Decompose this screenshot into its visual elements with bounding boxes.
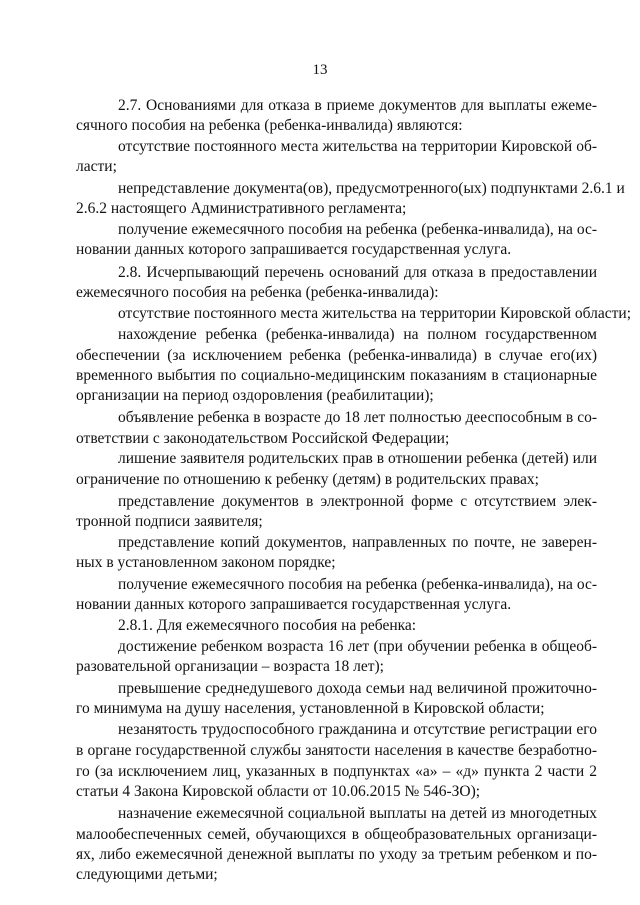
text-line: ограничение по отношению к ребенку (детям) в родительских правах; bbox=[76, 471, 539, 488]
text-line: 2.7. Основаниями для отказа в приеме документов для выплаты ежеме- bbox=[118, 97, 597, 114]
text-line: назначение ежемесячной социальной выплаты на детей из многодетных bbox=[118, 805, 597, 822]
text-line: лишение заявителя родительских прав в отношении ребенка (детей) или bbox=[118, 450, 597, 467]
text-line: представление документов в электронной форме с отсутствием элек- bbox=[118, 493, 597, 510]
text-line: ежемесячного пособия на ребенка (ребенка-инвалида): bbox=[76, 284, 439, 301]
text-line: временного выбытия по социально-медицинским показаниям в стационарные bbox=[76, 367, 597, 384]
text-line: ных в установленном законом порядке; bbox=[76, 554, 336, 571]
text-line: статьи 4 Закона Кировской области от 10.06.2015 № 546-ЗО); bbox=[76, 783, 481, 800]
text-line: в органе государственной службы занятости населения в качестве безработно- bbox=[76, 742, 597, 759]
text-line: тронной подписи заявителя; bbox=[76, 513, 263, 530]
text-line: ях, либо ежемесячной денежной выплаты по уходу за третьим ребенком и по- bbox=[76, 846, 597, 863]
text-line: представление копий документов, направленных по почте, не заверен- bbox=[118, 534, 597, 551]
text-line: отсутствие постоянного места жительства на территории Кировской об- bbox=[118, 138, 597, 155]
text-line: ответствии с законодательством Российской Федерации; bbox=[76, 430, 450, 447]
text-line: превышение среднедушевого дохода семьи над величиной прожиточно- bbox=[118, 680, 597, 697]
text-line: получение ежемесячного пособия на ребенка (ребенка-инвалида), на ос- bbox=[118, 221, 597, 238]
text-line: малообеспеченных семей, обучающихся в общеобразовательных организаци- bbox=[76, 826, 597, 843]
page-number: 13 bbox=[312, 62, 328, 78]
text-line: организации на период оздоровления (реабилитации); bbox=[76, 387, 434, 404]
text-line: разовательной организации – возраста 18 лет); bbox=[76, 658, 384, 675]
text-line: го минимума на душу населения, установленной в Кировской области; bbox=[76, 700, 545, 717]
text-line: новании данных которого запрашивается государственная услуга. bbox=[76, 596, 512, 613]
text-line: объявление ребенка в возрасте до 18 лет полностью дееспособным в со- bbox=[118, 409, 597, 426]
text-line: ласти; bbox=[76, 158, 117, 175]
text-line: 2.8.1. Для ежемесячного пособия на ребенка: bbox=[118, 617, 417, 634]
text-line: отсутствие постоянного места жительства на территории Кировской области; bbox=[118, 305, 632, 322]
text-line: нахождение ребенка (ребенка-инвалида) на полном государственном bbox=[118, 326, 597, 343]
text-line: новании данных которого запрашивается государственная услуга. bbox=[76, 241, 512, 258]
text-line: 2.6.2 настоящего Административного регламента; bbox=[76, 200, 407, 217]
text-line: сячного пособия на ребенка (ребенка-инвалида) являются: bbox=[76, 117, 463, 134]
text-line: получение ежемесячного пособия на ребенка (ребенка-инвалида), на ос- bbox=[118, 576, 597, 593]
text-line: непредставление документа(ов), предусмотренного(ых) подпунктами 2.6.1 и bbox=[118, 180, 625, 197]
text-line: обеспечении (за исключением ребенка (ребенка-инвалида) в случае его(их) bbox=[76, 347, 597, 364]
text-line: следующими детьми; bbox=[76, 866, 218, 883]
text-line: го (за исключением лиц, указанных в подпунктах «а» – «д» пункта 2 части 2 bbox=[76, 763, 597, 780]
text-line: достижение ребенком возраста 16 лет (при обучении ребенка в общеоб- bbox=[118, 638, 597, 655]
text-line: незанятость трудоспособного гражданина и отсутствие регистрации его bbox=[118, 721, 597, 738]
text-line: 2.8. Исчерпывающий перечень оснований для отказа в предоставлении bbox=[118, 264, 597, 281]
